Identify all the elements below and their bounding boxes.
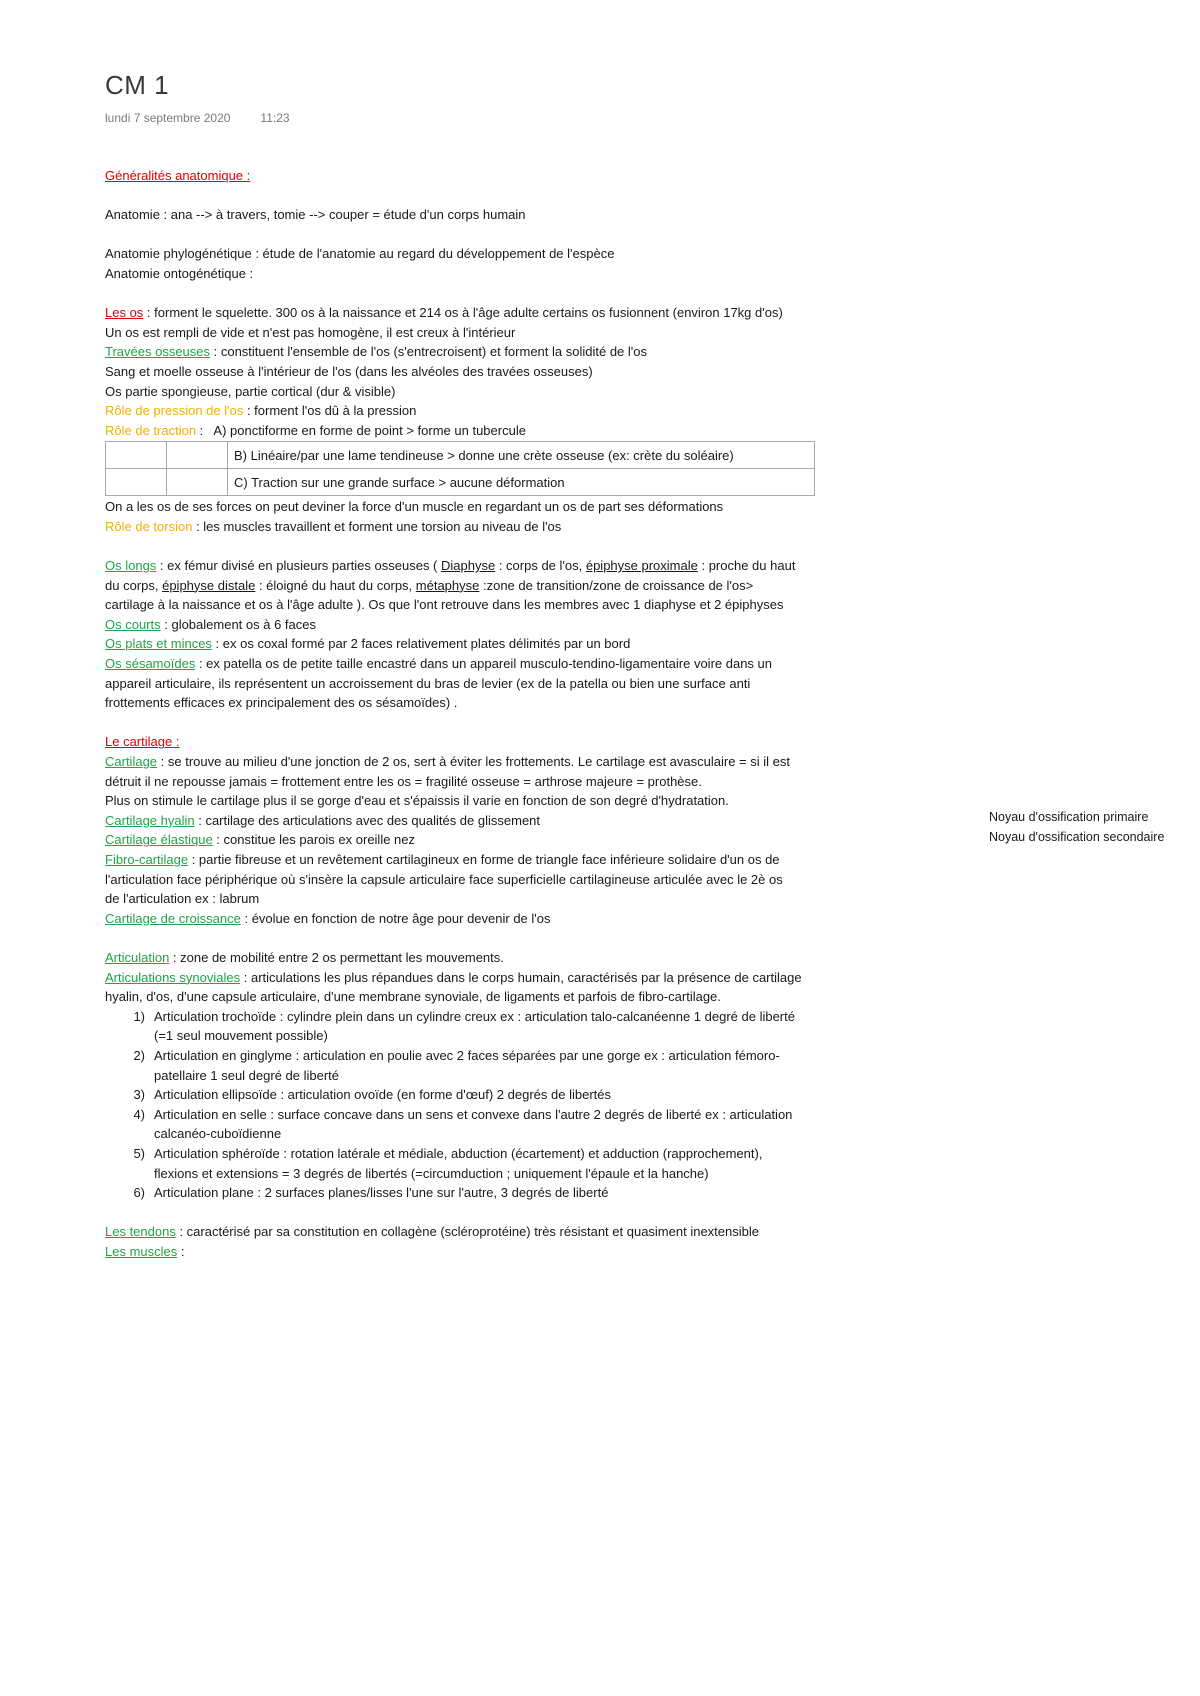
table-cell: C) Traction sur une grande surface > aucune déformation: [228, 469, 815, 496]
text-fibro-cartilage-3: de l'articulation ex : labrum: [105, 891, 260, 907]
text-articulation: Articulation : zone de mobilité entre 2 os permettant les mouvements.: [105, 949, 504, 965]
list-item: 2) Articulation en ginglyme : articulation en poulie avec 2 faces séparées par une gorge ex : articulation fémoro- patellaire 1 seul degré de liberté: [133, 1047, 780, 1083]
term-os-sesamoides: Os sésamoïdes: [105, 656, 196, 672]
term-os-longs: Os longs: [105, 558, 157, 574]
note-page: [105, 70, 985, 1261]
term-traction: Rôle de traction: [105, 422, 197, 438]
term-articulation: Articulation: [105, 949, 170, 965]
term-tendons: Les tendons: [105, 1224, 176, 1240]
term-cartilage-hyalin: Cartilage hyalin: [105, 812, 195, 828]
text-os-sesamoides-2: appareil articulaire, ils représentent un accroissement du bras de levier (ex de la patella ou bien une surface anti: [105, 675, 751, 691]
articulation-list: [105, 1007, 985, 1203]
term-os-plats: Os plats et minces: [105, 636, 212, 652]
term-cartilage-elastique: Cartilage élastique: [105, 832, 213, 848]
text-os-plats: Os plats et minces : ex os coxal formé par 2 faces relativement plates délimités par un bord: [105, 636, 631, 652]
side-note-line: Noyau d'ossification primaire: [989, 810, 1149, 824]
term-fibro-cartilage: Fibro-cartilage: [105, 852, 189, 867]
text-cartilage-hyalin: Cartilage hyalin : cartilage des articulations avec des qualités de glissement: [105, 812, 541, 828]
text-cartilage-croissance: Cartilage de croissance : évolue en fonction de notre âge pour devenir de l'os: [105, 910, 551, 926]
page-meta: [105, 111, 985, 125]
page-title: CM 1: [105, 70, 170, 100]
term-cartilage: Cartilage: [105, 754, 158, 770]
table-row: [106, 469, 815, 496]
side-note-line: Noyau d'ossification secondaire: [989, 829, 1165, 844]
term-travees: Travées osseuses: [105, 344, 211, 360]
text-role-pression: Rôle de pression de l'os : forment l'os dû à la pression: [105, 403, 417, 419]
term-cartilage-croissance: Cartilage de croissance: [105, 910, 241, 926]
text-sang-moelle: Sang et moelle osseuse à l'intérieur de l'os (dans les alvéoles des travées osseuses): [105, 363, 593, 379]
text-fibro-cartilage: Fibro-cartilage : partie fibreuse et un revêtement cartilagineux en forme de triangle face inférieure solidaire d'un os de: [105, 852, 780, 867]
term-torsion: Rôle de torsion: [105, 518, 193, 534]
text-os-longs-3: cartilage à la naissance et os à l'âge adulte ). Os que l'ont retrouve dans les membres avec 1 diaphyse et 2 épiphyses: [105, 597, 784, 613]
text-fibro-cartilage-2: l'articulation face périphérique où s'insère la capsule articulaire face superficielle cartilagineuse articulée avec le 2è os: [105, 871, 783, 887]
text-cartilage-3: Plus on stimule le cartilage plus il se gorge d'eau et s'épaissis il varie en fonction de son degré d'hydratation.: [105, 793, 729, 809]
list-item: 5) Articulation sphéroïde : rotation latérale et médiale, abduction (écartement) et adduction (rapprochement), flexions et extensions = 3 degrés de libertés (=circumduction ; uniquement l'épaule et la hanche): [133, 1145, 763, 1181]
page-date: lundi 7 septembre 2020: [105, 111, 231, 125]
table-cell: B) Linéaire/par une lame tendineuse > donne une crète osseuse (ex: crète du soléaire): [228, 442, 815, 469]
term-muscles: Les muscles: [105, 1243, 178, 1259]
section-heading-cartilage: Le cartilage :: [105, 734, 180, 750]
list-item: 1) Articulation trochoïde : cylindre plein dans un cylindre creux ex : articulation talo-calcanéenne 1 degré de liberté (=1 seul mouvement possible): [133, 1008, 795, 1044]
text-muscles: Les muscles :: [105, 1243, 185, 1259]
traction-table: [105, 441, 815, 496]
text-role-torsion: Rôle de torsion : les muscles travaillent et forment une torsion au niveau de l'os: [105, 518, 562, 534]
text-os-longs-2: du corps, épiphyse distale : éloigné du haut du corps, métaphyse :zone de transition/zone de croissance de l'os>: [105, 577, 754, 593]
section-heading-generalites: Généralités anatomique :: [105, 168, 251, 183]
page-time: 11:23: [260, 111, 290, 125]
text-anatomie: Anatomie : ana --> à travers, tomie --> couper = étude d'un corps humain: [105, 207, 526, 223]
term-os-courts: Os courts: [105, 616, 161, 632]
text-os-courts: Os courts : globalement os à 6 faces: [105, 616, 316, 632]
text-articulations-synoviales: Articulations synoviales : articulations les plus répandues dans le corps humain, caractérisés par la présence de cartilage: [105, 969, 802, 985]
text-spongieuse: Os partie spongieuse, partie cortical (dur & visible): [105, 383, 396, 399]
text-ontogenetique: Anatomie ontogénétique :: [105, 265, 254, 281]
text-travees: Travées osseuses : constituent l'ensemble de l'os (s'entrecroisent) et forment la solidité de l'os: [105, 344, 647, 360]
text-tendons: Les tendons : caractérisé par sa constitution en collagène (scléroprotéine) très résistant et quasiment inextensible: [105, 1224, 759, 1240]
text-phylogenetique: Anatomie phylogénétique : étude de l'anatomie au regard du développement de l'espèce: [105, 246, 615, 262]
text-articulations-synoviales-2: hyalin, d'os, d'une capsule articulaire, d'une membrane synoviale, de ligaments et parfois de fibro-cartilage.: [105, 989, 721, 1005]
text-os-longs: Os longs : ex fémur divisé en plusieurs parties osseuses ( Diaphyse : corps de l'os, épiphyse proximale : proche du haut: [105, 558, 796, 574]
text-cartilage-elastique: Cartilage élastique : constitue les parois ex oreille nez: [105, 832, 416, 848]
term-pression: Rôle de pression de l'os: [105, 403, 244, 419]
text-forces: On a les os de ses forces on peut deviner la force d'un muscle en regardant un os de part ses déformations: [105, 499, 724, 515]
text-role-traction: Rôle de traction : A) ponctiforme en forme de point > forme un tubercule: [105, 422, 526, 438]
text-os-sesamoides-3: frottements efficaces ex principalement des os sésamoïdes) .: [105, 695, 458, 711]
text-os-rempli: Un os est rempli de vide et n'est pas homogène, il est creux à l'intérieur: [105, 324, 516, 340]
term-les-os: Les os: [105, 305, 144, 321]
table-row: [106, 442, 815, 469]
list-item: 4) Articulation en selle : surface concave dans un sens et convexe dans l'autre 2 degrés de liberté ex : articulation calcanéo-cuboïdienne: [133, 1106, 793, 1142]
term-articulations-synoviales: Articulations synoviales: [105, 969, 241, 985]
list-item: 3) Articulation ellipsoïde : articulation ovoïde (en forme d'œuf) 2 degrés de libertés: [133, 1087, 611, 1103]
text-cartilage-2: détruit il ne repousse jamais = frottement entre les os = fragilité osseuse = arthrose majeure = prothèse.: [105, 773, 702, 789]
side-note: [989, 808, 1199, 847]
text-cartilage: Cartilage : se trouve au milieu d'une jonction de 2 os, sert à éviter les frottements. Le cartilage est avasculaire = si il est: [105, 754, 790, 770]
text-os-sesamoides: Os sésamoïdes : ex patella os de petite taille encastré dans un appareil musculo-tendino-ligamentaire voire dans un: [105, 656, 773, 672]
text-les-os: Les os : forment le squelette. 300 os à la naissance et 214 os à l'âge adulte certains os fusionnent (environ 17kg d'os): [105, 305, 783, 321]
list-item: 6) Articulation plane : 2 surfaces planes/lisses l'une sur l'autre, 3 degrés de liberté: [133, 1185, 609, 1201]
